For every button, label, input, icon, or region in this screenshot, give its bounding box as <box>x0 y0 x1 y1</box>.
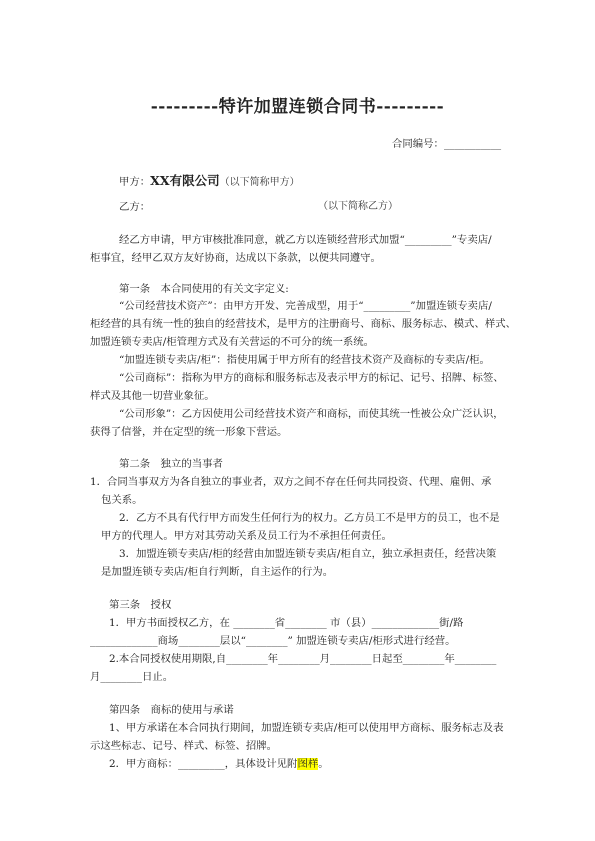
party-a-label: 甲方： <box>119 176 151 188</box>
contract-number-label: 合同编号： <box>392 138 444 150</box>
article1-line: 柜经营的具有统一性的独自的经营技术，是甲方的注册商号、商标、服务标志、模式、样式、 <box>90 318 517 330</box>
article4-line: 示这些标志、记号、样式、标签、招牌。 <box>90 740 278 752</box>
article2-line: 是加盟连锁专卖店/柜自行判断，自主运作的行为。 <box>101 566 334 578</box>
article1-line: 获得了信誉，并在定型的统一形象下营运。 <box>90 426 288 438</box>
article1-line: “公司商标”：指称为甲方的商标和服务标志及表示甲方的标记、记号、招牌、标签、 <box>119 372 504 384</box>
article1-line: 加盟连锁专卖店/柜管理方式及有关营运的不可分的统一系统。 <box>90 336 375 348</box>
article4-heading: 第四条 商标的使用与承诺 <box>109 704 234 716</box>
article4-last-suffix: 。 <box>318 758 329 770</box>
article4-last-prefix: 2．甲方商标：_________，具体设计见附 <box>109 758 298 770</box>
article4-line: 1、甲方承诺在本合同执行期间，加盟连锁专卖店/柜可以使用甲方商标、服务标志及表 <box>109 722 504 734</box>
document-title: ---------特许加盟连锁合同书--------- <box>150 97 445 117</box>
article1-line: “公司经营技术资产”：由甲方开发、完善成型，用于“_________”加盟连锁专卖店/ <box>119 300 492 312</box>
article2-line: 1．合同当事双方为各自独立的事业者，双方之间不存在任何共同投资、代理、雇佣、承 <box>90 476 492 488</box>
article1-heading: 第一条 本合同使用的有关文字定义: <box>119 283 289 295</box>
contract-number <box>392 137 501 151</box>
highlighted-text: 图样 <box>297 758 319 770</box>
article2-line: 甲方的代理人。甲方对其劳动关系及员工行为不承担任何责任。 <box>101 530 392 542</box>
article1-line: 样式及其他一切营业象征。 <box>90 390 215 402</box>
party-b-note: （以下简称乙方） <box>318 201 398 212</box>
article2-line: 3．加盟连锁专卖店/柜的经营由加盟连锁专卖店/柜自立，独立承担责任，经营决策 <box>119 548 497 560</box>
article3-heading: 第三条 授权 <box>109 599 172 611</box>
party-a-line <box>119 174 300 190</box>
contract-number-blank: ___________ <box>443 138 502 150</box>
article3-line: 月________日止。 <box>90 671 174 683</box>
article4-line <box>109 757 329 771</box>
article2-line: 包关系。 <box>101 494 143 506</box>
party-b-label: 乙方： <box>119 201 151 213</box>
intro-line: 经乙方申请，甲方审核批准同意，就乙方以连锁经营形式加盟“_________”专卖店/ <box>119 234 492 246</box>
article1-line: “加盟连锁专卖店/柜”：指使用属于甲方所有的经营技术资产及商标的专卖店/柜。 <box>119 354 490 366</box>
article3-line: 1．甲方书面授权乙方，在 ________省________ 市（县）_____________街/路 <box>109 617 464 629</box>
party-a-note: （以下简称甲方） <box>219 177 300 188</box>
article3-line: _____________商场________层以“________” 加盟连锁专卖店/柜形式进行经营。 <box>90 635 456 647</box>
party-a-name: XX有限公司 <box>150 173 220 188</box>
article2-heading: 第二条 独立的当事者 <box>119 458 223 470</box>
article1-line: “公司形象”：乙方因使用公司经营技术资产和商标，而使其统一性被公众广泛认识， <box>119 408 504 420</box>
article2-line: 2．乙方不具有代行甲方而发生任何行为的权力。乙方员工不是甲方的员工，也不是 <box>119 512 500 524</box>
intro-line: 柜事宜，经甲乙双方友好协商，达成以下条款，以便共同遵守。 <box>90 252 381 264</box>
article3-line: 2.本合同授权使用期限,自________年________月________日起至________年________ <box>109 653 497 665</box>
